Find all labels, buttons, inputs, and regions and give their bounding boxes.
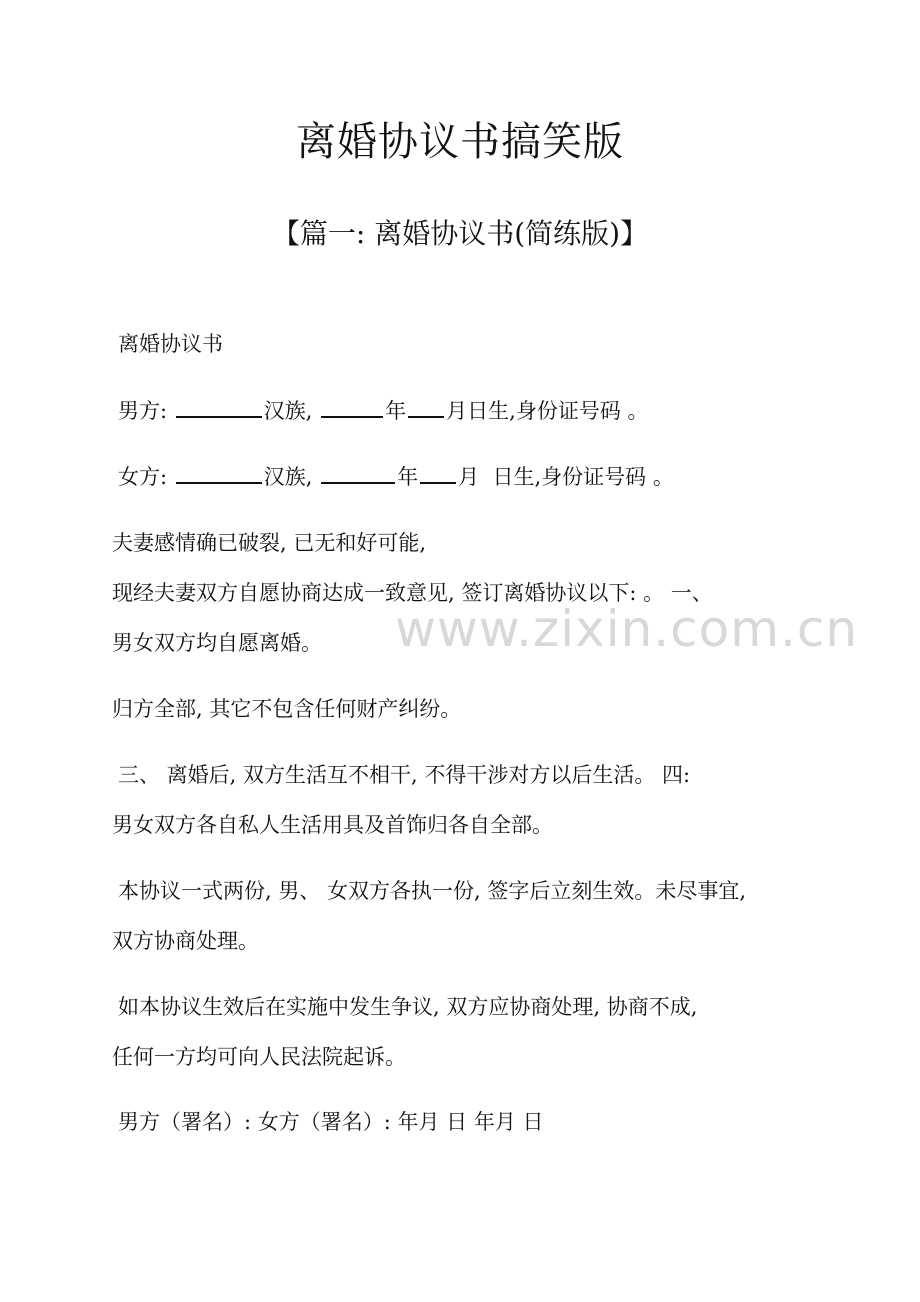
male-month-blank [408, 396, 444, 418]
paragraph-8: 双方协商处理。 [112, 929, 259, 953]
document-subtitle: 【篇一: 离婚协议书(简练版)】 [271, 217, 649, 250]
female-id-label: 身份证号码 。 [541, 465, 674, 489]
paragraph-10: 任何一方均可向人民法院起诉。 [112, 1045, 406, 1069]
female-name-blank [176, 462, 262, 484]
female-year-label: 年 [397, 465, 419, 489]
paragraph-9: 如本协议生效后在实施中发生争议, 双方应协商处理, 协商不成, [118, 995, 698, 1019]
paragraph-3: 男女双方均自愿离婚。 [112, 631, 322, 655]
paragraph-4: 归方全部, 其它不包含任何财产纠纷。 [112, 697, 462, 721]
male-label: 男方: [118, 399, 168, 423]
female-label: 女方: [118, 465, 168, 489]
signature-line: 男方（署名）: 女方（署名）: 年月 日 年月 日 [118, 1110, 544, 1134]
male-month-day-label: 月日生, [446, 399, 516, 423]
female-month-label: 月 [458, 465, 480, 489]
paragraph-1: 夫妻感情确已破裂, 已无和好可能, [112, 531, 427, 555]
female-month-blank [420, 462, 456, 484]
paragraph-6: 男女双方各自私人生活用具及首饰归各自全部。 [112, 813, 553, 837]
paragraph-7: 本协议一式两份, 男、 女双方各执一份, 签字后立刻生效。未尽事宜, [118, 879, 747, 903]
document-title: 离婚协议书搞笑版 [296, 119, 624, 165]
female-info-line [118, 461, 674, 491]
paragraph-5: 三、 离婚后, 双方生活互不相干, 不得干涉对方以后生活。 四: [118, 763, 691, 787]
male-nation: 汉族, [263, 399, 313, 423]
female-year-blank [321, 462, 395, 484]
male-year-label: 年 [385, 399, 407, 423]
male-year-blank [321, 396, 383, 418]
male-info-line [118, 395, 649, 425]
paragraph-2: 现经夫妻双方自愿协商达成一致意见, 签订离婚协议以下: 。 一、 [112, 581, 713, 605]
male-id-label: 身份证号码 。 [515, 399, 649, 423]
female-nation: 汉族, [263, 465, 313, 489]
agreement-heading: 离婚协议书 [118, 332, 223, 356]
watermark: www.zixin.com.cn [395, 600, 859, 658]
female-day-label: 日生, [492, 465, 542, 489]
male-name-blank [176, 396, 262, 418]
